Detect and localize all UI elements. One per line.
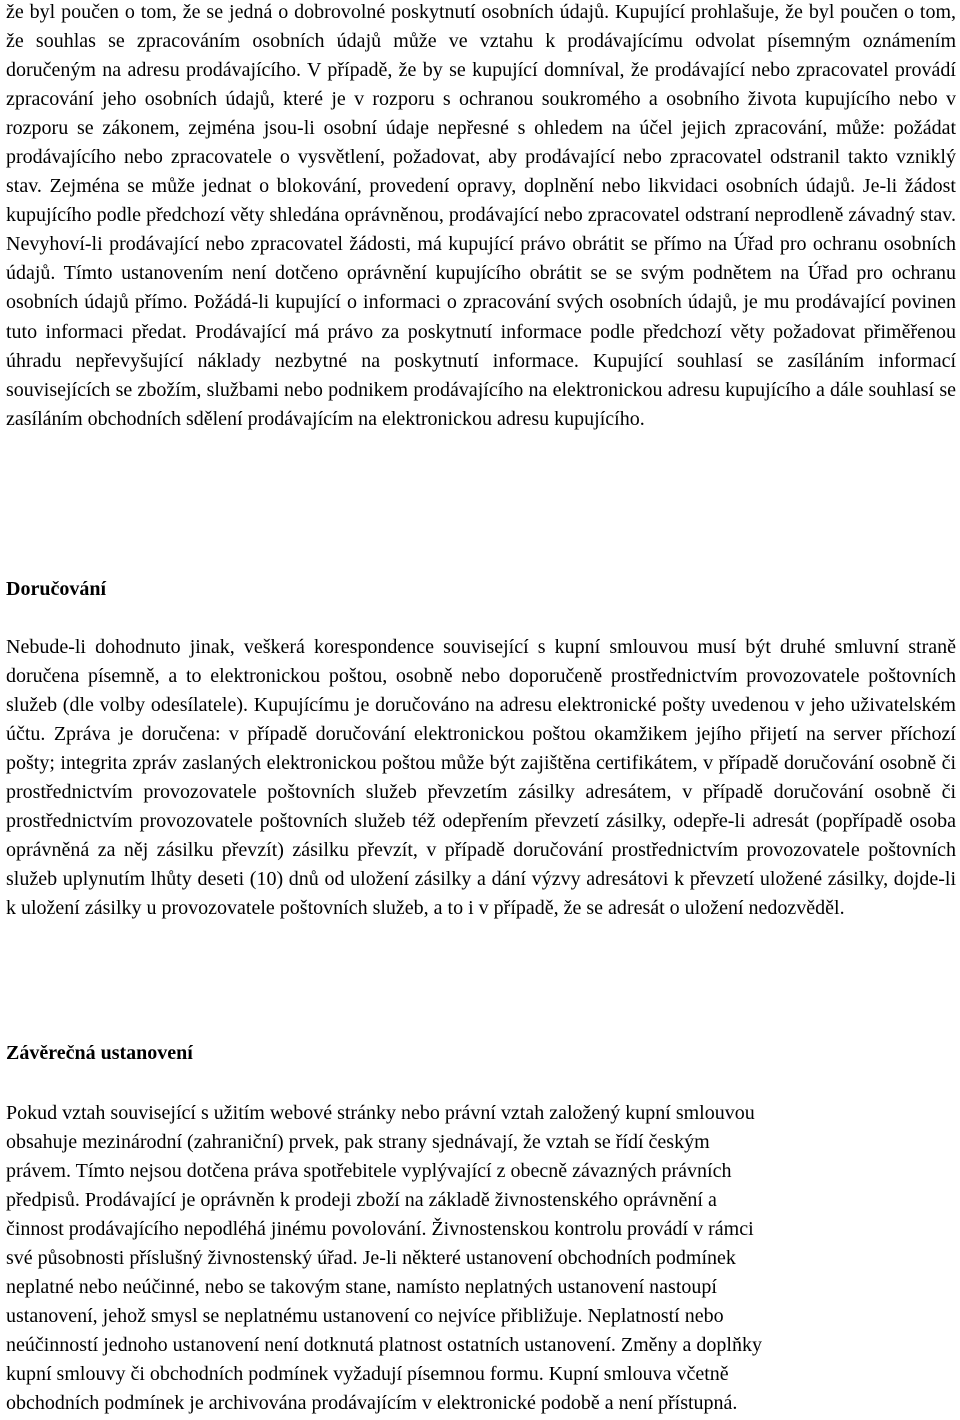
text-line: obsahuje mezinárodní (zahraniční) prvek, pak strany sjednávají, že vztah se řídí českým	[6, 1131, 710, 1154]
section-heading-final-provisions: Závěrečná ustanovení	[6, 1042, 193, 1064]
consent-paragraph: že byl poučen o tom, že se jedná o dobrovolné poskytnutí osobních údajů. Kupující prohlašuje, že byl poučen o tom, že souhlas se zpracováním osobních údajů může ve vztahu k prodávajícímu odvolat písemným oznámením doručeným na adresu prodávajícího. V případě, že by se kupující domníval, že prodávající nebo zpracovatel provádí zpracování jeho osobních údajů, které je v rozporu s ochranou soukromého a osobního života kupujícího nebo v rozporu se zákonem, zejména jsou-li osobní údaje nepřesné s ohledem na účel jejich zpracování, může: požádat prodávajícího nebo zpracovatele o vysvětlení, požadovat, aby prodávající nebo zpracovatel odstranil takto vzniklý stav. Zejména se může jednat o blokování, provedení opravy, doplnění nebo likvidaci osobních údajů. Je-li žádost kupujícího podle předchozí věty shledána oprávněnou, prodávající nebo zpracovatel odstraní neprodleně závadný stav. Nevyhoví-li prodávající nebo zpracovatel žádosti, má kupující právo obrátit se přímo na Úřad pro ochranu osobních údajů. Tímto ustanovením není dotčeno oprávnění kupujícího obrátit se se svým podnětem na Úřad pro ochranu osobních údajů přímo. Požádá-li kupující o informaci o zpracování svých osobních údajů, je mu prodávající povinen tuto informaci předat. Prodávající má právo za poskytnutí informace podle předchozí věty požadovat přiměřenou úhradu nepřevyšující náklady nezbytné na poskytnutí informace. Kupující souhlasí se zasíláním informací souvisejících se zbožím, službami nebo podnikem prodávajícího na elektronickou adresu kupujícího a dále souhlasí se zasíláním obchodních sdělení prodávajícím na elektronickou adresu kupujícího.	[6, 1, 956, 430]
final-provisions-paragraph	[6, 1099, 956, 1419]
text-line: obchodních podmínek je archivována prodávajícím v elektronické podobě a není přístupná.	[6, 1392, 738, 1415]
text-line: kupní smlouvy či obchodních podmínek vyžadují písemnou formu. Kupní smlouva včetně	[6, 1363, 729, 1386]
text-line: Pokud vztah související s užitím webové stránky nebo právní vztah založený kupní smlouvou	[6, 1102, 755, 1124]
text-line: právem. Tímto nejsou dotčena práva spotřebitele vyplývající z obecně závazných právních	[6, 1160, 732, 1183]
section-heading-delivery: Doručování	[6, 578, 106, 600]
text-line: ustanovení, jehož smysl se neplatnému ustanovení co nejvíce přibližuje. Neplatností nebo	[6, 1305, 724, 1328]
text-line: neúčinností jednoho ustanovení není dotknutá platnost ostatních ustanovení. Změny a doplňky	[6, 1334, 762, 1357]
text-line: své působnosti příslušný živnostenský úřad. Je-li některé ustanovení obchodních podmínek	[6, 1247, 736, 1270]
text-line: činnost prodávajícího nepodléhá jinému povolování. Živnostenskou kontrolu provádí v rámci	[6, 1218, 754, 1241]
text-line: předpisů. Prodávající je oprávněn k prodeji zboží na základě živnostenského oprávnění a	[6, 1189, 717, 1212]
text-line: neplatné nebo neúčinné, nebo se takovým stane, namísto neplatných ustanovení nastoupí	[6, 1276, 717, 1299]
delivery-paragraph: Nebude-li dohodnuto jinak, veškerá korespondence související s kupní smlouvou musí být druhé smluvní straně doručena písemně, a to elektronickou poštou, osobně nebo doporučeně prostřednictvím provozovatele poštovních služeb (dle volby odesílatele). Kupujícímu je doručováno na adresu elektronické pošty uvedenou v jeho uživatelském účtu. Zpráva je doručena: v případě doručování elektronickou poštou okamžikem jejího přijetí na server příchozí pošty; integrita zpráv zaslaných elektronickou poštou může být zajištěna certifikátem, v případě doručování osobně či prostřednictvím provozovatele poštovních služeb převzetím zásilky adresátem, v případě doručování osobně či prostřednictvím provozovatele poštovních služeb též odepřením převzetí zásilky, odepře-li adresát (popřípadě osoba oprávněná za něj zásilku převzít) zásilku převzít, v případě doručování prostřednictvím provozovatele poštovních služeb uplynutím lhůty deseti (10) dnů od uložení zásilky a dání výzvy adresátovi k převzetí uložené zásilky, dojde-li k uložení zásilky u provozovatele poštovních služeb, a to i v případě, že se adresát o uložení nedozvěděl.	[6, 636, 956, 920]
